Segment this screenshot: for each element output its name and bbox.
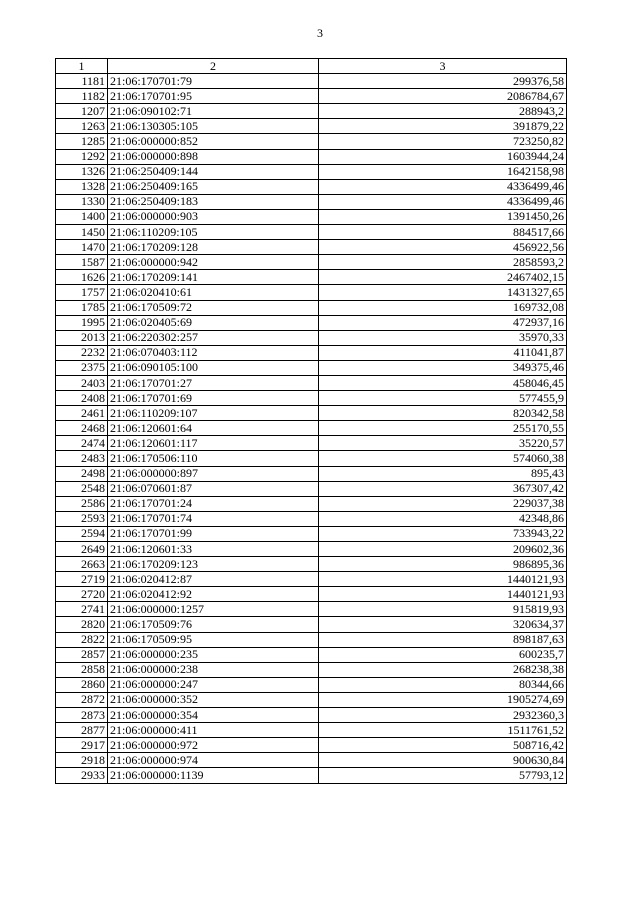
row-number-cell: 1626 [56, 270, 108, 285]
table-row [56, 647, 567, 662]
data-table [55, 58, 567, 784]
value-cell: 1391450,26 [319, 209, 567, 224]
cadastral-number-cell: 21:06:090102:71 [108, 104, 319, 119]
table-row [56, 708, 567, 723]
table-row [56, 194, 567, 209]
cadastral-number-cell: 21:06:170701:99 [108, 526, 319, 541]
value-cell: 299376,58 [319, 74, 567, 89]
row-number-cell: 2403 [56, 375, 108, 390]
value-cell: 2858593,2 [319, 255, 567, 270]
row-number-cell: 1328 [56, 179, 108, 194]
table-row [56, 572, 567, 587]
row-number-cell: 2872 [56, 692, 108, 707]
table-row [56, 375, 567, 390]
row-number-cell: 1450 [56, 225, 108, 240]
cadastral-number-cell: 21:06:020412:92 [108, 587, 319, 602]
cadastral-number-cell: 21:06:000000:903 [108, 209, 319, 224]
cadastral-number-cell: 21:06:000000:974 [108, 753, 319, 768]
cadastral-number-cell: 21:06:170506:110 [108, 451, 319, 466]
row-number-cell: 2857 [56, 647, 108, 662]
value-cell: 391879,22 [319, 119, 567, 134]
row-number-cell: 2408 [56, 391, 108, 406]
row-number-cell: 1757 [56, 285, 108, 300]
table-row [56, 436, 567, 451]
row-number-cell: 2375 [56, 360, 108, 375]
cadastral-number-cell: 21:06:170209:141 [108, 270, 319, 285]
table-row [56, 255, 567, 270]
value-cell: 600235,7 [319, 647, 567, 662]
table-row [56, 225, 567, 240]
cadastral-number-cell: 21:06:000000:1139 [108, 768, 319, 783]
column-header-1: 1 [56, 59, 108, 74]
row-number-cell: 1181 [56, 74, 108, 89]
table-row [56, 692, 567, 707]
value-cell: 895,43 [319, 466, 567, 481]
row-number-cell: 2877 [56, 723, 108, 738]
table-row [56, 330, 567, 345]
cadastral-number-cell: 21:06:070601:87 [108, 481, 319, 496]
table-row [56, 119, 567, 134]
cadastral-number-cell: 21:06:170701:24 [108, 496, 319, 511]
value-cell: 898187,63 [319, 632, 567, 647]
value-cell: 915819,93 [319, 602, 567, 617]
value-cell: 209602,36 [319, 542, 567, 557]
value-cell: 4336499,46 [319, 194, 567, 209]
page-number: 3 [317, 26, 323, 40]
table-row [56, 496, 567, 511]
value-cell: 1440121,93 [319, 587, 567, 602]
table-row [56, 421, 567, 436]
cadastral-number-cell: 21:06:110209:107 [108, 406, 319, 421]
value-cell: 1603944,24 [319, 149, 567, 164]
table-row [56, 723, 567, 738]
cadastral-number-cell: 21:06:170701:27 [108, 375, 319, 390]
row-number-cell: 2586 [56, 496, 108, 511]
value-cell: 2467402,15 [319, 270, 567, 285]
value-cell: 456922,56 [319, 240, 567, 255]
cadastral-number-cell: 21:06:000000:247 [108, 677, 319, 692]
row-number-cell: 1326 [56, 164, 108, 179]
cadastral-number-cell: 21:06:120601:64 [108, 421, 319, 436]
cadastral-number-cell: 21:06:020412:87 [108, 572, 319, 587]
table-row [56, 391, 567, 406]
table-row [56, 542, 567, 557]
value-cell: 900630,84 [319, 753, 567, 768]
value-cell: 268238,38 [319, 662, 567, 677]
row-number-cell: 2649 [56, 542, 108, 557]
row-number-cell: 1470 [56, 240, 108, 255]
cadastral-number-cell: 21:06:000000:411 [108, 723, 319, 738]
value-cell: 1440121,93 [319, 572, 567, 587]
row-number-cell: 2933 [56, 768, 108, 783]
cadastral-number-cell: 21:06:120601:117 [108, 436, 319, 451]
cadastral-number-cell: 21:06:250409:183 [108, 194, 319, 209]
row-number-cell: 2474 [56, 436, 108, 451]
table-row [56, 481, 567, 496]
table-row [56, 209, 567, 224]
value-cell: 367307,42 [319, 481, 567, 496]
cadastral-number-cell: 21:06:000000:852 [108, 134, 319, 149]
cadastral-number-cell: 21:06:020410:61 [108, 285, 319, 300]
value-cell: 4336499,46 [319, 179, 567, 194]
row-number-cell: 2548 [56, 481, 108, 496]
row-number-cell: 2593 [56, 511, 108, 526]
row-number-cell: 2822 [56, 632, 108, 647]
cadastral-number-cell: 21:06:170209:128 [108, 240, 319, 255]
row-number-cell: 2498 [56, 466, 108, 481]
row-number-cell: 2232 [56, 345, 108, 360]
value-cell: 577455,9 [319, 391, 567, 406]
row-number-cell: 2663 [56, 557, 108, 572]
table-row [56, 360, 567, 375]
cadastral-number-cell: 21:06:170701:79 [108, 74, 319, 89]
cadastral-number-cell: 21:06:090105:100 [108, 360, 319, 375]
cadastral-number-cell: 21:06:070403:112 [108, 345, 319, 360]
cadastral-number-cell: 21:06:170209:123 [108, 557, 319, 572]
column-header-2: 2 [108, 59, 319, 74]
row-number-cell: 1400 [56, 209, 108, 224]
table-row [56, 89, 567, 104]
row-number-cell: 1995 [56, 315, 108, 330]
row-number-cell: 1182 [56, 89, 108, 104]
row-number-cell: 2860 [56, 677, 108, 692]
table-row [56, 179, 567, 194]
cadastral-number-cell: 21:06:170701:95 [108, 89, 319, 104]
table-row [56, 662, 567, 677]
value-cell: 884517,66 [319, 225, 567, 240]
value-cell: 42348,86 [319, 511, 567, 526]
row-number-cell: 2741 [56, 602, 108, 617]
value-cell: 411041,87 [319, 345, 567, 360]
cadastral-number-cell: 21:06:020405:69 [108, 315, 319, 330]
cadastral-number-cell: 21:06:000000:972 [108, 738, 319, 753]
cadastral-number-cell: 21:06:000000:942 [108, 255, 319, 270]
row-number-cell: 1207 [56, 104, 108, 119]
table-row [56, 602, 567, 617]
table-row [56, 526, 567, 541]
column-header-3: 3 [319, 59, 567, 74]
table-row [56, 587, 567, 602]
cadastral-number-cell: 21:06:170509:95 [108, 632, 319, 647]
value-cell: 288943,2 [319, 104, 567, 119]
value-cell: 2932360,3 [319, 708, 567, 723]
value-cell: 1642158,98 [319, 164, 567, 179]
value-cell: 820342,58 [319, 406, 567, 421]
value-cell: 255170,55 [319, 421, 567, 436]
table-row [56, 270, 567, 285]
header-row [56, 59, 567, 74]
value-cell: 733943,22 [319, 526, 567, 541]
table-row [56, 466, 567, 481]
row-number-cell: 2594 [56, 526, 108, 541]
row-number-cell: 2858 [56, 662, 108, 677]
value-cell: 349375,46 [319, 360, 567, 375]
table-row [56, 632, 567, 647]
cadastral-number-cell: 21:06:000000:238 [108, 662, 319, 677]
row-number-cell: 2013 [56, 330, 108, 345]
cadastral-number-cell: 21:06:220302:257 [108, 330, 319, 345]
cadastral-number-cell: 21:06:110209:105 [108, 225, 319, 240]
table-body [56, 74, 567, 783]
cadastral-number-cell: 21:06:170701:74 [108, 511, 319, 526]
row-number-cell: 2720 [56, 587, 108, 602]
table-row [56, 300, 567, 315]
row-number-cell: 2468 [56, 421, 108, 436]
value-cell: 458046,45 [319, 375, 567, 390]
value-cell: 320634,37 [319, 617, 567, 632]
cadastral-number-cell: 21:06:000000:235 [108, 647, 319, 662]
table-row [56, 285, 567, 300]
row-number-cell: 2917 [56, 738, 108, 753]
table-row [56, 677, 567, 692]
row-number-cell: 1330 [56, 194, 108, 209]
table-row [56, 511, 567, 526]
table-row [56, 557, 567, 572]
table-row [56, 134, 567, 149]
cadastral-number-cell: 21:06:000000:1257 [108, 602, 319, 617]
cadastral-number-cell: 21:06:170701:69 [108, 391, 319, 406]
value-cell: 57793,12 [319, 768, 567, 783]
value-cell: 508716,42 [319, 738, 567, 753]
cadastral-number-cell: 21:06:000000:354 [108, 708, 319, 723]
table-row [56, 753, 567, 768]
table-row [56, 104, 567, 119]
table-row [56, 240, 567, 255]
value-cell: 574060,38 [319, 451, 567, 466]
row-number-cell: 2918 [56, 753, 108, 768]
table-row [56, 617, 567, 632]
table-row [56, 164, 567, 179]
value-cell: 1431327,65 [319, 285, 567, 300]
value-cell: 35220,57 [319, 436, 567, 451]
value-cell: 80344,66 [319, 677, 567, 692]
cadastral-number-cell: 21:06:000000:352 [108, 692, 319, 707]
table-row [56, 406, 567, 421]
table-row [56, 738, 567, 753]
cadastral-number-cell: 21:06:170509:72 [108, 300, 319, 315]
row-number-cell: 2873 [56, 708, 108, 723]
value-cell: 723250,82 [319, 134, 567, 149]
table-header [56, 59, 567, 74]
value-cell: 2086784,67 [319, 89, 567, 104]
row-number-cell: 1587 [56, 255, 108, 270]
table-row [56, 149, 567, 164]
row-number-cell: 1292 [56, 149, 108, 164]
value-cell: 229037,38 [319, 496, 567, 511]
cadastral-number-cell: 21:06:170509:76 [108, 617, 319, 632]
cadastral-number-cell: 21:06:120601:33 [108, 542, 319, 557]
value-cell: 169732,08 [319, 300, 567, 315]
value-cell: 1905274,69 [319, 692, 567, 707]
cadastral-number-cell: 21:06:250409:144 [108, 164, 319, 179]
row-number-cell: 1263 [56, 119, 108, 134]
row-number-cell: 2820 [56, 617, 108, 632]
value-cell: 472937,16 [319, 315, 567, 330]
row-number-cell: 2483 [56, 451, 108, 466]
cadastral-number-cell: 21:06:000000:898 [108, 149, 319, 164]
row-number-cell: 1785 [56, 300, 108, 315]
table-row [56, 74, 567, 89]
table-row [56, 345, 567, 360]
table-row [56, 451, 567, 466]
cadastral-number-cell: 21:06:130305:105 [108, 119, 319, 134]
row-number-cell: 2719 [56, 572, 108, 587]
row-number-cell: 1285 [56, 134, 108, 149]
row-number-cell: 2461 [56, 406, 108, 421]
table-row [56, 768, 567, 783]
value-cell: 35970,33 [319, 330, 567, 345]
cadastral-number-cell: 21:06:250409:165 [108, 179, 319, 194]
value-cell: 986895,36 [319, 557, 567, 572]
cadastral-number-cell: 21:06:000000:897 [108, 466, 319, 481]
value-cell: 1511761,52 [319, 723, 567, 738]
table-row [56, 315, 567, 330]
